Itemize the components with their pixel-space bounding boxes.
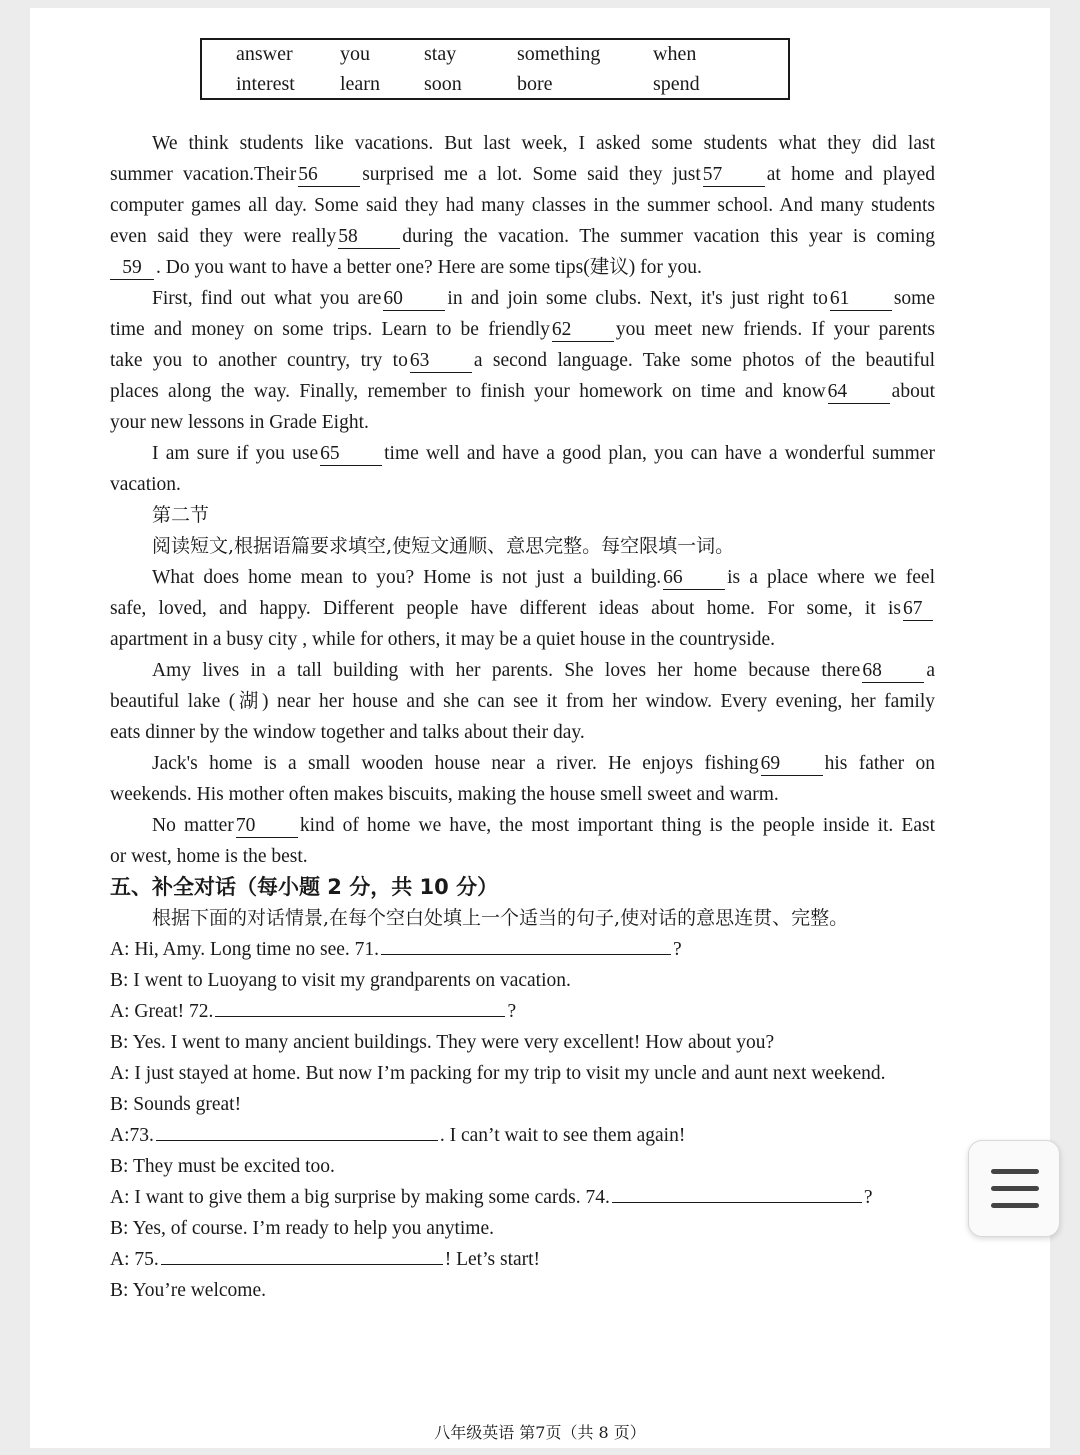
- answer-blank-73[interactable]: [156, 1140, 438, 1141]
- word-bank-item: learn: [340, 73, 380, 95]
- text-line: [110, 593, 935, 624]
- text-span: or west, home is the best.: [110, 846, 308, 867]
- dialogue-line: [110, 1151, 935, 1182]
- text-span: We think students like vacations. But last week, I asked some students what they did last: [152, 133, 935, 154]
- word-bank-item: stay: [424, 43, 457, 65]
- exam-page: [30, 8, 1050, 1448]
- text-line: [110, 159, 935, 190]
- text-span: A: I just stayed at home. But now I’m packing for my trip to visit my uncle and aunt next weekend.: [110, 1063, 886, 1084]
- text-line: [110, 717, 935, 748]
- dialogue-line: [110, 996, 935, 1027]
- text-line: [110, 655, 935, 686]
- text-line: [110, 562, 935, 593]
- text-span: during the vacation. The summer vacation this year is coming: [402, 226, 935, 247]
- blank-66: 66: [663, 567, 725, 590]
- text-span: Amy lives in a tall building with her parents. She loves her home because there: [152, 660, 861, 681]
- dialogue-line: [110, 965, 935, 996]
- blank-62: 62: [552, 319, 614, 342]
- menu-icon-bar: [991, 1203, 1039, 1208]
- text-line: [110, 810, 935, 841]
- text-span: First, find out what you are: [152, 288, 382, 309]
- dialogue-line: [110, 1182, 935, 1213]
- text-line: [110, 469, 935, 500]
- blank-68: 68: [862, 660, 924, 683]
- text-span: A: I want to give them a big surprise by making some cards. 74.: [110, 1187, 610, 1208]
- text-span: is a place where we feel: [727, 567, 936, 588]
- text-span: A: Hi, Amy. Long time no see. 71.: [110, 939, 380, 960]
- menu-button[interactable]: [968, 1140, 1060, 1237]
- section-title: 五、补全对话（每小题 2 分，共 10 分）: [110, 875, 499, 899]
- text-line: [110, 624, 935, 655]
- dialogue-line: [110, 1244, 935, 1275]
- section-heading: 第二节: [152, 504, 210, 526]
- text-span: ! Let’s start!: [444, 1249, 541, 1270]
- text-span: a second language. Take some photos of the beautiful: [473, 350, 935, 371]
- text-line: [110, 376, 935, 407]
- dialogue-line: [110, 1275, 935, 1306]
- text-line: [110, 748, 935, 779]
- blank-61: 61: [830, 288, 892, 311]
- word-bank-item: you: [340, 43, 370, 65]
- text-span: B: I went to Luoyang to visit my grandparents on vacation.: [110, 970, 571, 991]
- text-span: computer games all day. Some said they had many classes in the summer school. And many students: [110, 195, 935, 216]
- dialogue-line: [110, 934, 935, 965]
- answer-blank-74[interactable]: [612, 1202, 862, 1203]
- dialogue-line: [110, 1027, 935, 1058]
- text-span: surprised me a lot. Some said they just: [362, 164, 701, 185]
- text-span: . Do you want to have a better one? Here are some tips(建议) for you.: [156, 257, 702, 278]
- blank-67: 67: [903, 598, 933, 621]
- text-span: in and join some clubs. Next, it's just right to: [447, 288, 828, 309]
- text-span: take you to another country, try to: [110, 350, 408, 371]
- word-bank-item: interest: [236, 73, 295, 95]
- text-line: [110, 345, 935, 376]
- dialogue-line: [110, 1213, 935, 1244]
- text-line: [110, 438, 935, 469]
- text-span: . I can’t wait to see them again!: [439, 1125, 686, 1146]
- text-span: ?: [507, 1001, 517, 1022]
- blank-69: 69: [761, 753, 823, 776]
- word-bank-box: [200, 38, 790, 100]
- blank-70: 70: [236, 815, 298, 838]
- text-span: some: [893, 288, 935, 309]
- blank-60: 60: [383, 288, 445, 311]
- text-span: B: You’re welcome.: [110, 1280, 266, 1301]
- text-span: B: Yes, of course. I’m ready to help you anytime.: [110, 1218, 494, 1239]
- answer-blank-75[interactable]: [161, 1264, 443, 1265]
- text-span: B: Sounds great!: [110, 1094, 242, 1115]
- text-span: summer vacation.Their: [110, 164, 297, 185]
- text-span: places along the way. Finally, remember to finish your homework on time and know: [110, 381, 826, 402]
- text-span: your new lessons in Grade Eight.: [110, 412, 369, 433]
- dialogue-line: [110, 1120, 935, 1151]
- text-span: even said they were really: [110, 226, 337, 247]
- text-line: [110, 128, 935, 159]
- answer-blank-72[interactable]: [215, 1016, 505, 1017]
- text-span: A: Great! 72.: [110, 1001, 214, 1022]
- word-bank-item: answer: [236, 43, 293, 65]
- answer-blank-71[interactable]: [381, 954, 671, 955]
- blank-56: 56: [298, 164, 360, 187]
- text-span: a: [926, 660, 935, 681]
- word-bank-item: something: [517, 43, 601, 65]
- text-span: time and money on some trips. Learn to be friendly: [110, 319, 550, 340]
- blank-57: 57: [703, 164, 765, 187]
- text-span: weekends. His mother often makes biscuits, making the house smell sweet and warm.: [110, 784, 779, 805]
- section-instruction: 根据下面的对话情景,在每个空白处填上一个适当的句子,使对话的意思连贯、完整。: [152, 907, 849, 929]
- text-span: vacation.: [110, 474, 181, 495]
- text-line: [110, 252, 935, 283]
- text-span: ?: [863, 1187, 873, 1208]
- text-span: kind of home we have, the most important thing is the people inside it. East: [299, 815, 936, 836]
- word-bank-item: when: [653, 43, 697, 65]
- text-line: [110, 841, 935, 872]
- blank-64: 64: [828, 381, 890, 404]
- menu-icon-bar: [991, 1169, 1039, 1174]
- text-span: A:73.: [110, 1125, 154, 1146]
- text-span: B: They must be excited too.: [110, 1156, 335, 1177]
- blank-59: 59: [110, 257, 154, 280]
- text-span: eats dinner by the window together and talks about their day.: [110, 722, 585, 743]
- dialogue-line: [110, 1089, 935, 1120]
- exam-content: [110, 128, 935, 1306]
- text-line: [110, 190, 935, 221]
- text-line: [110, 407, 935, 438]
- blank-58: 58: [338, 226, 400, 249]
- section-instruction: 阅读短文,根据语篇要求填空,使短文通顺、意思完整。每空限填一词。: [152, 535, 735, 557]
- text-line: [110, 221, 935, 252]
- text-span: beautiful lake (湖) near her house and she can see it from her window. Every evening, her family: [110, 691, 935, 712]
- text-span: B: Yes. I went to many ancient buildings. They were very excellent! How about you?: [110, 1032, 775, 1053]
- text-span: ?: [673, 939, 682, 960]
- text-span: at home and played: [766, 164, 935, 185]
- word-bank-item: spend: [653, 73, 700, 95]
- text-span: you meet new friends. If your parents: [615, 319, 935, 340]
- text-span: No matter: [152, 815, 234, 836]
- blank-63: 63: [410, 350, 472, 373]
- text-span: I am sure if you use: [152, 443, 319, 464]
- text-line: [110, 314, 935, 345]
- text-span: safe, loved, and happy. Different people have different ideas about home. For some, it is: [110, 598, 901, 619]
- blank-65: 65: [320, 443, 382, 466]
- menu-icon-bar: [991, 1186, 1039, 1191]
- word-bank-item: bore: [517, 73, 553, 95]
- text-span: A: 75.: [110, 1249, 159, 1270]
- text-span: apartment in a busy city , while for others, it may be a quiet house in the countryside.: [110, 629, 775, 650]
- text-span: What does home mean to you? Home is not just a building.: [152, 567, 662, 588]
- text-span: his father on: [824, 753, 935, 774]
- text-span: time well and have a good plan, you can have a wonderful summer: [384, 443, 935, 464]
- text-span: about: [891, 381, 935, 402]
- page-footer: 八年级英语 第7页（共 8 页）: [434, 1423, 646, 1442]
- dialogue-line: [110, 1058, 935, 1089]
- word-bank-item: soon: [424, 73, 462, 95]
- text-line: [110, 686, 935, 717]
- text-span: Jack's home is a small wooden house near a river. He enjoys fishing: [152, 753, 759, 774]
- text-line: [110, 283, 935, 314]
- text-line: [110, 779, 935, 810]
